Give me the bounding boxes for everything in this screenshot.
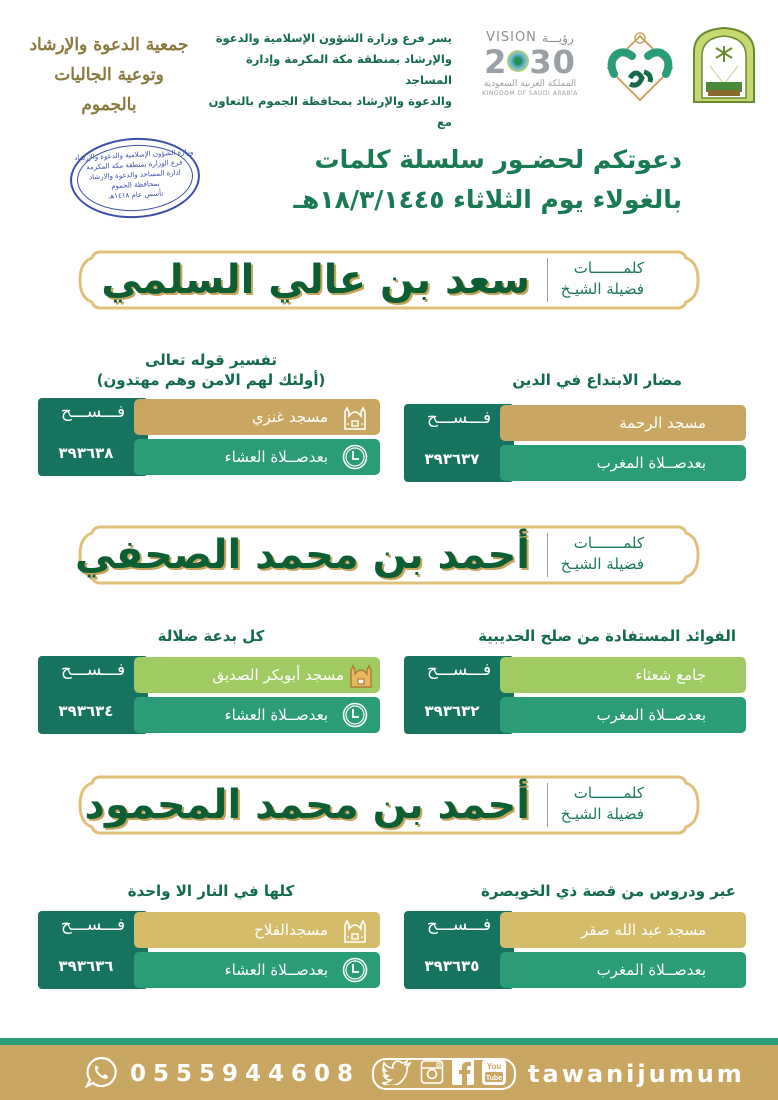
fasah-panel [404, 656, 514, 734]
year-left: 2 [484, 43, 508, 81]
tawani-logo-icon [600, 28, 680, 104]
mosque-icon [342, 917, 368, 943]
logo-line-1: جمعية الدعوة والإرشاد [29, 35, 189, 55]
vision-country-en: KINGDOM OF SAUDI ARABIA [482, 90, 578, 97]
fasah-code: ٣٩٣٦٣٤ [58, 702, 114, 720]
stamp-line: بمحافظة الجموم [111, 179, 160, 191]
prayer-time: بعدصــلاة العشاء [224, 961, 328, 979]
sponsor-text [196, 28, 452, 133]
footer-stripe [0, 1038, 778, 1045]
svg-text:You: You [486, 1062, 502, 1071]
invite-line-1: دعوتكم لحضـور سلسلة كلمات [314, 145, 682, 174]
time-row [500, 952, 746, 988]
vision-2030-logo [475, 30, 585, 100]
prayer-time: بعدصــلاة العشاء [224, 448, 328, 466]
fasah-code: ٣٩٣٦٣٥ [424, 957, 480, 975]
divider [547, 258, 548, 302]
speaker-label [554, 258, 644, 300]
mosque-name: مسجد الرحمة [619, 414, 706, 432]
label-sheikh: فضيلة الشيـخ [560, 805, 644, 823]
fasah-panel [38, 656, 148, 734]
time-row [500, 445, 746, 481]
stamp-line: ادارة المساجد والدعوة والارشاد [88, 168, 181, 182]
label-sheikh: فضيلة الشيـخ [560, 280, 644, 298]
social-handle[interactable]: tawanijumum [528, 1060, 745, 1088]
fasah-code: ٣٩٣٦٣٨ [58, 444, 114, 462]
time-row [500, 697, 746, 733]
header [0, 22, 778, 129]
mosque-icon [342, 404, 368, 430]
prayer-time: بعدصــلاة المغرب [596, 706, 706, 724]
session-card [38, 881, 384, 989]
fasah-label: فـــســـح [426, 660, 492, 680]
session-title: عبر ودروس من قصة ذي الخويصرة [480, 882, 736, 900]
speaker-name: أحمد بن محمد الصحفي [75, 532, 530, 578]
time-row [134, 439, 380, 475]
fasah-panel [38, 398, 148, 476]
fasah-label: فـــســـح [60, 915, 126, 935]
session-title: مضار الابتداع في الدين [512, 371, 682, 389]
speaker-banner [75, 523, 700, 587]
mosque-row [134, 399, 380, 435]
mosque-row [500, 657, 746, 693]
vision-ar: رؤيـــة [541, 30, 574, 45]
twitter-icon[interactable] [382, 1059, 412, 1089]
speaker-label [554, 783, 644, 825]
fasah-panel [38, 911, 148, 989]
label-kalimat: كلمـــــــات [573, 534, 644, 552]
mosque-name: مسجد عبد الله صقر [581, 921, 706, 939]
title-line-2: (أولئك لهم الامن وهم مهتدون) [96, 371, 326, 389]
stamp-line: فرع الوزارة بمنطقة مكة المكرمة [86, 158, 183, 172]
ministry-logo-icon [690, 26, 758, 104]
session-title: الفوائد المستفادة من صلح الحديبية [478, 627, 736, 645]
mosque-row [500, 912, 746, 948]
mosque-row [134, 657, 380, 693]
label-sheikh: فضيلة الشيـخ [560, 555, 644, 573]
session-card [404, 881, 750, 989]
session-title: كلها في النار الا واحدة [127, 882, 295, 900]
fasah-label: فـــســـح [426, 915, 492, 935]
time-row [134, 697, 380, 733]
speaker-banner [78, 773, 700, 837]
vision-en: VISION [486, 30, 537, 45]
session-card [404, 626, 750, 734]
session-card [404, 370, 750, 482]
mosque-row [134, 912, 380, 948]
phone-number[interactable]: 0555944608 [130, 1061, 361, 1087]
mosque-name: مسجد أبوبكر الصديق [212, 666, 344, 684]
mosque-row [500, 405, 746, 441]
fasah-code: ٣٩٣٦٣٧ [424, 450, 480, 468]
speaker-banner [78, 248, 700, 312]
clock-icon [342, 702, 368, 728]
time-row [134, 952, 380, 988]
prayer-time: بعدصــلاة المغرب [596, 961, 706, 979]
sponsor-line-3: والدعوة والإرشاد بمحافظة الجموم بالتعاون مع [208, 94, 452, 129]
mosque-name: مسجد غنزي [251, 408, 328, 426]
speaker-name: سعد بن عالي السلمي [101, 257, 530, 303]
sponsor-line-2: والإرشاد بمنطقة مكة المكرمة وإدارة المساجد [245, 52, 452, 87]
vision-year [475, 45, 585, 79]
fasah-label: فـــســـح [60, 402, 126, 422]
facebook-icon[interactable] [452, 1059, 474, 1089]
prayer-time: بعدصــلاة المغرب [596, 454, 706, 472]
mosque-name: مسجدالفلاح [254, 921, 328, 939]
fasah-code: ٣٩٣٦٣٦ [58, 957, 114, 975]
prayer-time: بعدصــلاة العشاء [224, 706, 328, 724]
stamp-line: وزارة الشؤون الإسلامية والدعوة والإرشاد [74, 147, 194, 163]
social-icons [372, 1058, 516, 1090]
invitation-heading [202, 140, 682, 220]
whatsapp-icon[interactable] [84, 1055, 118, 1093]
fasah-code: ٣٩٣٦٣٢ [424, 702, 480, 720]
youtube-icon[interactable] [482, 1059, 506, 1089]
sponsor-line-1: يسر فرع وزارة الشؤون الإسلامية والدعوة [215, 31, 452, 45]
label-kalimat: كلمـــــــات [573, 784, 644, 802]
clock-icon [342, 444, 368, 470]
vision-country-ar: المملكة العربية السعودية [483, 79, 577, 89]
official-stamp [68, 135, 202, 222]
divider [547, 783, 548, 827]
mosque-icon [348, 662, 374, 688]
year-right: 30 [529, 43, 576, 81]
stamp-line: تأسس عام ١٤١٨هـ [108, 189, 164, 201]
session-title: كل بدعة ضلالة [157, 627, 265, 645]
instagram-icon[interactable] [420, 1059, 444, 1089]
clock-icon [342, 957, 368, 983]
mosque-name: جامع شعثاء [635, 666, 706, 684]
invite-line-2: بالغولاء يوم الثلاثاء ١٨/٣/١٤٤٥هـ [293, 185, 682, 214]
svg-text:Tube: Tube [485, 1075, 503, 1082]
vision-emblem-icon [507, 50, 529, 72]
footer [0, 1045, 778, 1100]
divider [547, 533, 548, 577]
session-title [38, 350, 384, 390]
session-card [38, 350, 384, 476]
fasah-panel [404, 911, 514, 989]
fasah-label: فـــســـح [60, 660, 126, 680]
logo-line-2: وتوعية الجاليات بالجموم [54, 65, 164, 115]
fasah-label: فـــســـح [426, 408, 492, 428]
title-line-1: تفسير قوله تعالى [144, 351, 278, 369]
speaker-label [554, 533, 644, 575]
fasah-panel [404, 404, 514, 482]
speaker-name: أحمد بن محمد المحمود [84, 782, 530, 828]
dawah-association-logo [24, 30, 194, 115]
label-kalimat: كلمـــــــات [573, 259, 644, 277]
session-card [38, 626, 384, 734]
